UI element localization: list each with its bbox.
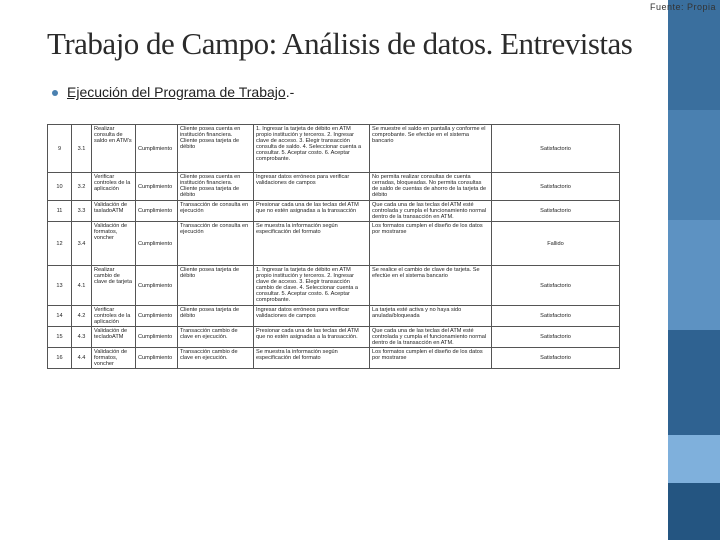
table-row — [48, 266, 620, 306]
row-number-cell: 14 — [48, 306, 72, 327]
row-number-cell: 13 — [48, 266, 72, 306]
test-type-cell: Cumplimiento — [136, 201, 178, 222]
test-case-cell: Validación de tecladoATM — [92, 327, 136, 348]
table-row — [48, 173, 620, 201]
test-case-cell: Validación de tasladoATM — [92, 201, 136, 222]
test-type-cell: Cumplimiento — [136, 348, 178, 369]
test-case-cell: Validación de formatos, voncher — [92, 348, 136, 369]
precondition-cell: Cliente posea cuenta en institución financiera. Cliente posea tarjeta de débito — [178, 125, 254, 173]
procedure-cell: Se muestra la información según especificación del formato — [254, 348, 370, 369]
expected-result-cell: Se muestre el saldo en pantalla y conforme el comprobante. Se efectúe en el sistema bancario — [370, 125, 492, 173]
expected-result-cell: La tarjeta esté activa y no haya sido anulada/bloqueada — [370, 306, 492, 327]
result-status-cell: Satisfactorio — [492, 327, 620, 348]
precondition-cell: Cliente posea cuenta en institución financiera. Cliente posea tarjeta de débito — [178, 173, 254, 201]
test-id-cell: 4.2 — [72, 306, 92, 327]
test-id-cell: 3.1 — [72, 125, 92, 173]
image-crop-edge — [47, 372, 619, 382]
test-id-cell: 4.3 — [72, 327, 92, 348]
expected-result-cell: No permita realizar consultas de cuenta cerradas, bloqueadas. No permita consultas de saldo de cuentas de ahorro de la tarjeta de débito — [370, 173, 492, 201]
expected-result-cell: Los formatos cumplen el diseño de los datos por mostrarse — [370, 348, 492, 369]
sidebar-band — [668, 220, 720, 330]
result-status-cell: Satisfactorio — [492, 306, 620, 327]
slide-title: Trabajo de Campo: Análisis de datos. Entrevistas — [47, 26, 633, 61]
expected-result-cell: Se realice el cambio de clave de tarjeta. Se efectúe en el sistema bancario — [370, 266, 492, 306]
procedure-cell: 1. Ingresar la tarjeta de débito en ATM propio institución y terceros. 2. Ingresar clave de acceso. 3. Elegir transacción consulta de saldo. 4. Seleccionar cuenta a consultar. 5. Aceptar costo. 6. Aceptar comprobante. — [254, 125, 370, 173]
table-row — [48, 327, 620, 348]
row-number-cell: 10 — [48, 173, 72, 201]
test-id-cell: 4.1 — [72, 266, 92, 306]
result-status-cell: Satisfactorio — [492, 201, 620, 222]
table-row — [48, 306, 620, 327]
table-row — [48, 348, 620, 369]
test-id-cell: 3.4 — [72, 222, 92, 266]
precondition-cell: Transacción cambio de clave en ejecución. — [178, 348, 254, 369]
procedure-cell: Ingresar datos erróneos para verificar validaciones de campos — [254, 306, 370, 327]
test-type-cell: Cumplimiento — [136, 173, 178, 201]
test-id-cell: 3.2 — [72, 173, 92, 201]
precondition-cell: Cliente posea tarjeta de débito — [178, 306, 254, 327]
row-number-cell: 16 — [48, 348, 72, 369]
precondition-cell: Transacción de consulta en ejecución — [178, 201, 254, 222]
precondition-cell: Cliente posea tarjeta de débito — [178, 266, 254, 306]
sidebar-band — [668, 110, 720, 220]
row-number-cell: 9 — [48, 125, 72, 173]
row-number-cell: 11 — [48, 201, 72, 222]
test-id-cell: 4.4 — [72, 348, 92, 369]
test-type-cell: Cumplimiento — [136, 125, 178, 173]
row-number-cell: 15 — [48, 327, 72, 348]
sidebar-band — [668, 0, 720, 110]
result-status-cell: Satisfactorio — [492, 125, 620, 173]
procedure-cell: Se muestra la información según especificación del formato — [254, 222, 370, 266]
table-row — [48, 201, 620, 222]
expected-result-cell: Que cada una de las teclas del ATM esté controlada y cumpla el funcionamiento normal dentro de la transacción en ATM. — [370, 201, 492, 222]
table-row — [48, 222, 620, 266]
test-case-cell: Realizar cambio de clave de tarjeta — [92, 266, 136, 306]
expected-result-cell: Que cada una de las teclas del ATM esté controlada y cumpla el funcionamiento normal dentro de la transacción en ATM. — [370, 327, 492, 348]
procedure-cell: 1. Ingresar la tarjeta de débito en ATM propio institución y terceros. 2. Ingresar clave de acceso. 3. Elegir transacción cambio de clave. 4. Seleccionar cuenta a consultar. 5. Aceptar costo. 6. Aceptar comprobante. — [254, 266, 370, 306]
result-status-cell: Fallido — [492, 222, 620, 266]
test-type-cell: Cumplimiento — [136, 306, 178, 327]
test-type-cell: Cumplimiento — [136, 266, 178, 306]
sidebar-band — [668, 330, 720, 435]
result-status-cell: Satisfactorio — [492, 266, 620, 306]
test-id-cell: 3.3 — [72, 201, 92, 222]
test-results-table — [47, 124, 620, 369]
bullet-dot-icon — [52, 90, 58, 96]
procedure-cell: Presionar cada una de las teclas del ATM que no estén asignadas a la transacción. — [254, 327, 370, 348]
expected-result-cell: Los formatos cumplen el diseño de los datos por mostrarse — [370, 222, 492, 266]
sidebar-accent-square — [668, 435, 720, 483]
test-type-cell: Cumplimiento — [136, 222, 178, 266]
test-case-cell: Validación de formatos, voncher — [92, 222, 136, 266]
result-status-cell: Satisfactorio — [492, 173, 620, 201]
bullet-item — [52, 84, 294, 100]
test-case-cell: Realizar consulta de saldo en ATM's — [92, 125, 136, 173]
bullet-text: Ejecución del Programa de Trabajo — [67, 84, 286, 100]
procedure-cell: Ingresar datos erróneos para verificar validaciones de campos — [254, 173, 370, 201]
decorative-sidebar — [668, 0, 720, 540]
source-label: Fuente: Propia — [649, 2, 716, 12]
bullet-suffix: .- — [285, 84, 295, 100]
result-status-cell: Satisfactorio — [492, 348, 620, 369]
test-case-cell: Verificar controles de la aplicación — [92, 306, 136, 327]
test-case-cell: Verificar controles de la aplicación — [92, 173, 136, 201]
procedure-cell: Presionar cada una de las teclas del ATM que no estén asignadas a la transacción — [254, 201, 370, 222]
precondition-cell: Transacción de consulta en ejecución — [178, 222, 254, 266]
row-number-cell: 12 — [48, 222, 72, 266]
test-type-cell: Cumplimiento — [136, 327, 178, 348]
precondition-cell: Transacción cambio de clave en ejecución. — [178, 327, 254, 348]
table-row — [48, 125, 620, 173]
